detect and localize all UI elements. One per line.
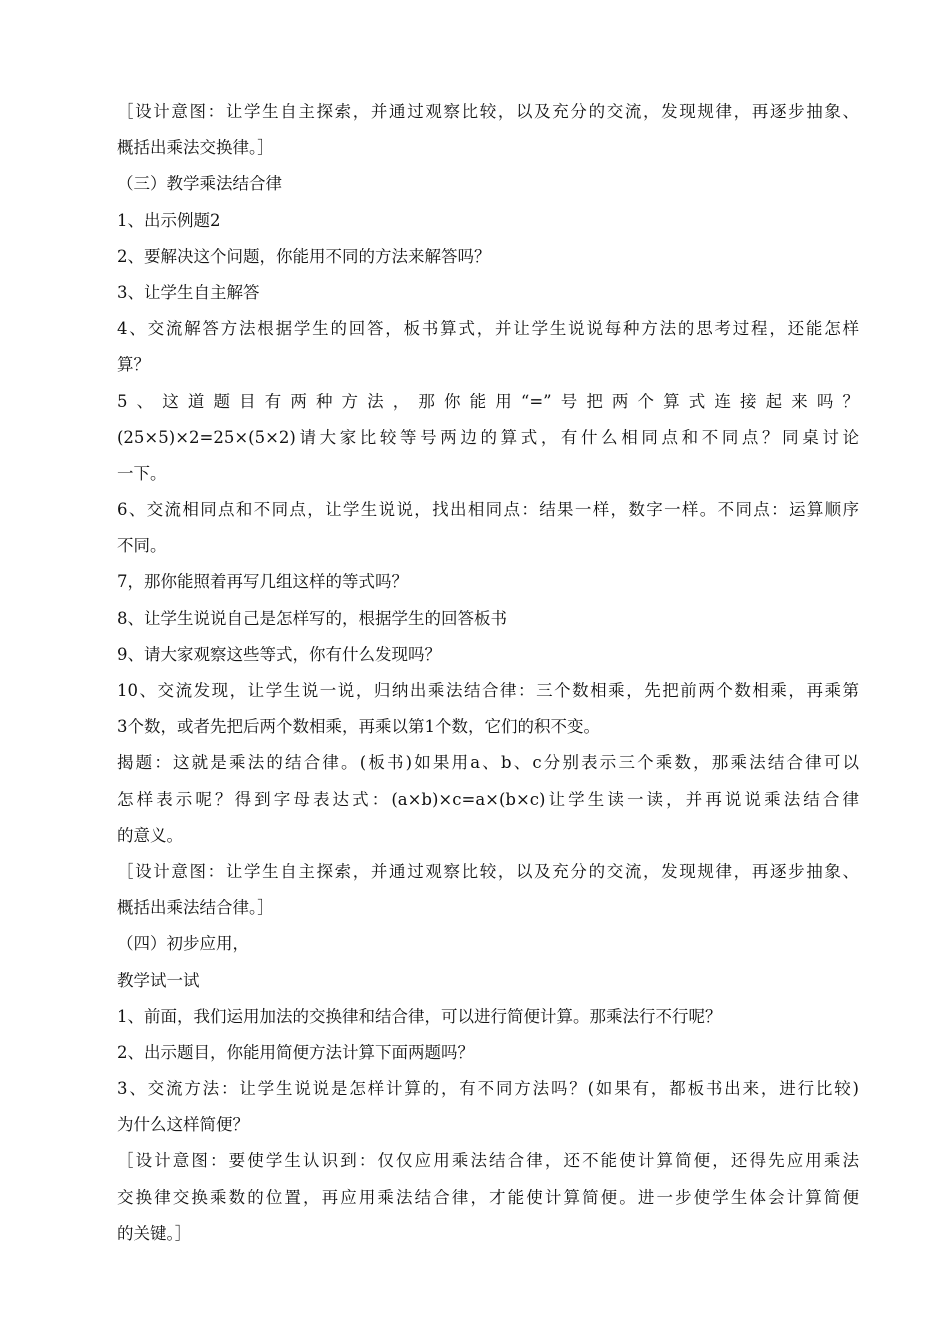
- step-3: 3、让学生自主解答: [117, 282, 260, 302]
- reveal-topic-formula: 怎样表示呢？得到字母表达式：(a×b)×c=a×(b×c)让学生读一读，并再说说乘法结合律: [117, 789, 859, 809]
- design-intent-note: ［设计意图：让学生自主探索，并通过观察比较，以及充分的交流，发现规律，再逐步抽象、: [117, 102, 859, 121]
- section-heading: （四）初步应用，: [117, 934, 249, 954]
- step-7: 7，那你能照着再写几组这样的等式吗？: [117, 572, 408, 592]
- reveal-topic: 揭题：这就是乘法的结合律。(板书)如果用a、b、c分别表示三个乘数，那乘法结合律可以: [117, 753, 859, 773]
- design-intent-note: ［设计意图：让学生自主探索，并通过观察比较，以及充分的交流，发现规律，再逐步抽象、: [117, 861, 859, 881]
- section-heading: （三）教学乘法结合律: [117, 174, 282, 194]
- design-intent-note-end: 概括出乘法交换律。］: [117, 138, 274, 158]
- step-10: 10、交流发现，让学生说一说，归纳出乘法结合律：三个数相乘，先把前两个数相乘，再乘第: [117, 681, 859, 700]
- subsection-heading: 教学试一试: [117, 970, 200, 990]
- design-intent-note-cont: 交换律交换乘数的位置，再应用乘法结合律，才能使计算简便。进一步使学生体会计算简便: [117, 1187, 859, 1207]
- step-2: 2、要解决这个问题，你能用不同的方法来解答吗？: [117, 246, 491, 266]
- step-6: 6、交流相同点和不同点，让学生说说，找出相同点：结果一样，数字一样。不同点：运算顺序: [117, 500, 859, 520]
- design-intent-note: ［设计意图：要使学生认识到：仅仅应用乘法结合律，还不能使计算简便，还得先应用乘法: [117, 1151, 859, 1171]
- step-1: 1、出示例题2: [117, 210, 221, 230]
- step-5-formula: (25×5)×2=25×(5×2)请大家比较等号两边的算式，有什么相同点和不同点？同桌讨论: [117, 427, 859, 447]
- step-6-end: 不同。: [117, 536, 167, 556]
- step-4-end: 算？: [117, 355, 150, 375]
- step-10-end: 3个数，或者先把后两个数相乘，再乘以第1个数，它们的积不变。: [117, 717, 600, 737]
- practice-step-2: 2、出示题目，你能用简便方法计算下面两题吗？: [117, 1042, 474, 1062]
- design-intent-note-end: 的关键。］: [117, 1223, 192, 1243]
- step-8: 8、让学生说说自己是怎样写的，根据学生的回答板书: [117, 608, 507, 628]
- step-5: 5、这道题目有两种方法，那你能用“=”号把两个算式连接起来吗？: [117, 391, 859, 411]
- step-5-end: 一下。: [117, 463, 167, 483]
- step-9: 9、请大家观察这些等式，你有什么发现吗？: [117, 644, 441, 664]
- reveal-topic-end: 的意义。: [117, 825, 183, 845]
- practice-step-3-end: 为什么这样简便？: [117, 1115, 249, 1135]
- step-4: 4、交流解答方法根据学生的回答，板书算式，并让学生说说每种方法的思考过程，还能怎样: [117, 319, 859, 339]
- practice-step-3: 3、交流方法：让学生说说是怎样计算的，有不同方法吗？(如果有，都板书出来，进行比较): [117, 1079, 859, 1099]
- design-intent-note-end: 概括出乘法结合律。］: [117, 898, 274, 918]
- document-body: [117, 94, 859, 1252]
- practice-step-1: 1、前面，我们运用加法的交换律和结合律，可以进行简便计算。那乘法行不行呢？: [117, 1006, 722, 1026]
